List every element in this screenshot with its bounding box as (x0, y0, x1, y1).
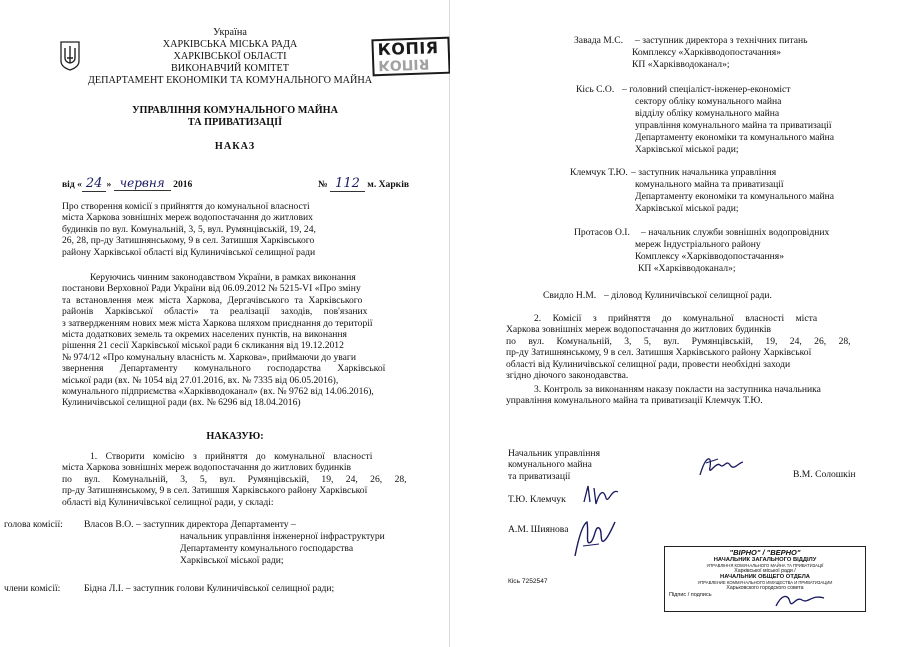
member-name: Протасов О.І. (574, 227, 630, 238)
certify-line: УПРАВЛЕНИЕ КОММУНАЛЬНОГО ИМУЩЕСТВА И ПРИВАТИЗАЦИИ (697, 580, 833, 586)
item2-line: 2. Комісії з прийняття до комунальної власності міста (534, 313, 818, 324)
org-line-4: ДЕПАРТАМЕНТ ЕКОНОМІКИ ТА КОМУНАЛЬНОГО МАЙНА (87, 75, 373, 86)
item2-block (506, 313, 850, 381)
member-name: Завада М.С. (574, 35, 623, 46)
item1-line: міста Харкова зовнішніх мереж водопостачання до житлових будинків (62, 462, 352, 474)
certify-line: Харківської міської ради / (734, 568, 796, 575)
member-line: сектору обліку комунального майна (635, 96, 782, 107)
certify-line: Харьковского городского совета (726, 585, 804, 592)
member-line: Комплексу «Харківводопостачання» (635, 251, 785, 262)
certify-signature-icon (774, 590, 826, 612)
member-line: – діловод Кулиничівської селищної ради. (604, 290, 772, 301)
date-prefix: від « (62, 179, 82, 190)
preamble-line: постанови Верховної Ради України від 06.09.2012 № 5215-VI «Про зміну (62, 283, 361, 295)
item1-line: пр-ду Затишнянському, 9 в сел. Затишшя Харківського району Харківської (62, 485, 368, 497)
date-year: 2016 (173, 179, 193, 190)
org-line-3: ВИКОНАВЧИЙ КОМІТЕТ (171, 63, 289, 74)
head-line: начальник управління інженерної інфраструктури (180, 531, 385, 542)
member-line: управління комунального майна та приватизації (635, 120, 832, 131)
division-line-2: ТА ПРИВАТИЗАЦІЇ (187, 117, 283, 128)
head-line: Харківської міської ради; (180, 555, 284, 566)
item1-block (62, 451, 407, 508)
item2-line: по вул. Комунальній, 3, 5, вул. Румянцівській, 19, 24, 26, 28, (506, 335, 851, 347)
preamble-line: комунального підприємства «Харківводоканал» (вх. № 9762 від 14.06.2016), (62, 386, 374, 398)
country-label: Україна (213, 27, 247, 38)
head-line: Департаменту комунального господарства (180, 543, 354, 554)
preamble-line: рішення 21 сесії Харківської міської ради 6 скликання від 19.12.2012 (62, 340, 344, 352)
copy-stamp-mirror: КОПІЯ (378, 55, 430, 74)
org-line-2: ХАРКІВСЬКОЇ ОБЛАСТІ (173, 51, 287, 62)
number-value: 112 (330, 176, 365, 192)
item3-line: 3. Контроль за виконанням наказу покласти на заступника начальника (534, 384, 821, 395)
member-line: Комплексу «Харківводопостачання» (632, 47, 782, 58)
date-mid: » (106, 179, 112, 190)
member-line: – заступник директора з технічних питань (635, 35, 808, 46)
signatory-line: комунального майна (508, 459, 592, 471)
order-heading: НАКАЗУЮ: (206, 431, 264, 442)
item1-line: по вул. Комунальній, 3, 5, вул. Румянцівській, 19, 24, 26, 28, (62, 473, 407, 485)
date-line (62, 178, 192, 190)
doc-type: НАКАЗ (214, 141, 256, 152)
members-label: члени комісії: (4, 583, 61, 594)
member-line: Харківської міської ради; (635, 144, 739, 155)
member-name: Кісь С.О. (576, 84, 615, 95)
preamble-block (62, 272, 402, 409)
signatory-line: Начальник управління (508, 448, 600, 459)
head-label: голова комісії: (4, 519, 63, 530)
certify-line: НАЧАЛЬНИК ОБЩЕГО ОТДЕЛА (720, 574, 810, 581)
signatory-name: В.М. Солошкін (793, 469, 856, 480)
member-name: Клемчук Т.Ю. (570, 167, 628, 178)
member-line: Департаменту економіки та комунального майна (635, 191, 835, 202)
trident-emblem-icon (59, 41, 81, 76)
certify-sign-label: Підпис / подпись (669, 592, 712, 599)
preamble-line: звернення Департаменту комунального господарства Харківської (62, 363, 386, 375)
approver-2: А.М. Шиянова (508, 524, 569, 535)
subject-line: будинків по вул. Комунальній, 3, 5, вул. Румянцівській, 19, 24, (62, 223, 316, 235)
member-first: Бідна Л.І. – заступник голови Кулиничівської селищної ради; (84, 583, 335, 594)
approver2-signature-icon (569, 516, 619, 564)
preamble-line: Керуючись чинним законодавством України, в рамках виконання (90, 272, 356, 283)
right-page (452, 0, 904, 647)
copy-stamp-text: КОПІЯ (377, 38, 439, 60)
subject-line: району Харківської області від Кулиничівської селищної ради (62, 246, 316, 258)
item1-line: 1. Створити комісію з прийняття до комунальної власності (90, 451, 373, 462)
director-signature-icon (696, 453, 746, 481)
date-day: 24 (82, 176, 107, 192)
subject-block (62, 201, 316, 258)
certify-line: НАЧАЛЬНИК ЗАГАЛЬНОГО ВІДДІЛУ (713, 557, 817, 563)
item3-line: управління комунального майна та приватизації Клемчук Т.Ю. (506, 395, 763, 407)
executor-note: Кісь 7252547 (508, 578, 548, 585)
preamble-line: міста додаткових земель та окремих населених пунктів, на виконання (62, 329, 347, 341)
signatory-line: та приватизації (508, 470, 571, 482)
number-prefix: № (318, 179, 328, 190)
certify-line: УПРАВЛІННЯ КОМУНАЛЬНОГО МАЙНА ТА ПРИВАТИЗАЦІЇ (706, 563, 824, 569)
preamble-line: № 974/12 «Про комунальну власність м. Харкова», приймаючи до уваги (62, 351, 356, 363)
member-line: КП «Харківводоканал»; (638, 263, 736, 274)
preamble-line: Кулиничівської селищної ради (вх. № 6296 від 18.04.2016) (62, 397, 301, 409)
date-month: червня (114, 176, 171, 191)
member-line: відділу обліку комунального майна (635, 108, 780, 119)
subject-line: 26, 28, пр-ду Затишнянському, 9 в сел. Затишшя Харківського (62, 235, 315, 247)
member-line: Департаменту економіки та комунального майна (635, 132, 835, 143)
member-line: – начальник служби зовнішніх водопровідних (641, 227, 830, 238)
signatory-block (508, 448, 600, 482)
org-line-1: ХАРКІВСЬКА МІСЬКА РАДА (162, 39, 298, 50)
approver-1: Т.Ю. Клемчук (508, 494, 566, 505)
preamble-line: міської ради (вх. № 1054 від 27.01.2016, вх. № 7335 від 06.05.2016), (62, 374, 339, 386)
member-line: – заступник начальника управління (631, 167, 777, 178)
member-line: КП «Харківводоканал»; (632, 59, 730, 70)
preamble-line: з затвердженням нових меж міста Харкова шляхом приєднання до території (62, 317, 373, 329)
head-line: Власов В.О. – заступник директора Департаменту – (84, 519, 296, 530)
member-line: – головний спеціаліст-інженер-економіст (622, 84, 791, 95)
item3-block (506, 384, 850, 407)
certify-title: "ВІРНО" / "ВЕРНО" (729, 548, 801, 557)
member-name: Свидло Н.М. (543, 290, 597, 301)
copy-stamp (371, 37, 450, 77)
member-line: комунального майна та приватизації (635, 179, 784, 190)
approver1-signature-icon (580, 482, 622, 508)
number-line (318, 178, 409, 190)
member-line: Харківської міської ради; (635, 203, 739, 214)
city: м. Харків (367, 179, 410, 190)
item1-line: області від Кулиничівської селищної ради, у складі: (62, 496, 274, 508)
division-line-1: УПРАВЛІННЯ КОМУНАЛЬНОГО МАЙНА (132, 105, 338, 116)
item2-line: області від Кулиничівської селищної ради, провести необхідні заходи (506, 358, 791, 370)
preamble-line: та встановлення меж міста Харкова, Дергачівського та Харківського (62, 294, 363, 306)
item2-line: Харкова зовнішніх мереж водопостачання до житлових будинків (506, 324, 772, 336)
left-page (0, 0, 450, 647)
item2-line: пр-ду Затишнянському, 9 в сел. Затишшя Харківського району Харківської (506, 347, 812, 359)
preamble-line: районів Харківської області» та реалізації заходів, пов'язаних (62, 306, 368, 318)
certify-stamp (664, 546, 866, 612)
subject-line: Про створення комісії з прийняття до комунальної власності (62, 201, 310, 212)
item2-line: згідно діючого законодавства. (506, 370, 629, 382)
subject-line: міста Харкова зовнішніх мереж водопостачання до житлових (62, 212, 313, 224)
member-line: мереж Індустріального району (635, 239, 761, 250)
